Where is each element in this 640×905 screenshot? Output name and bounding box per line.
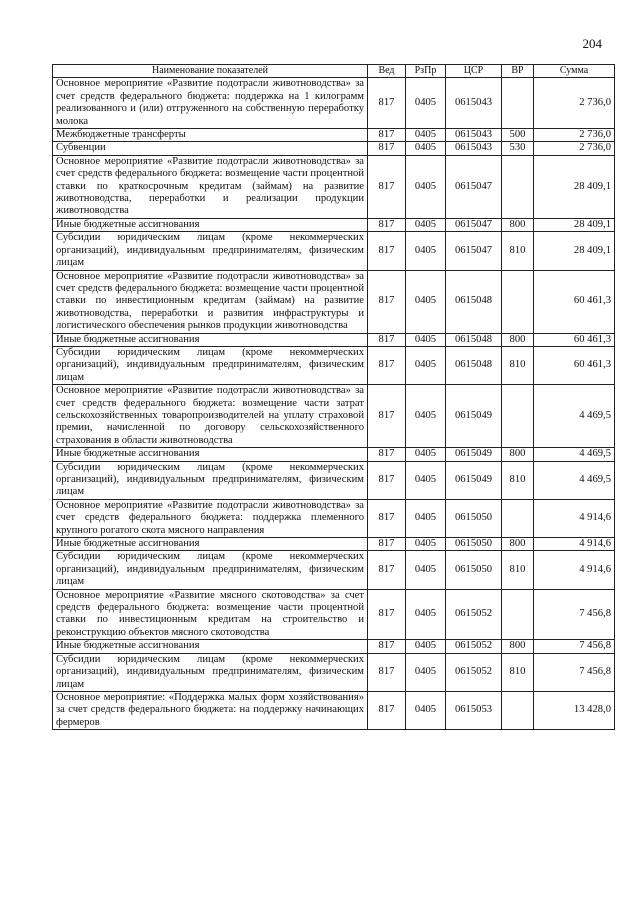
cell-sum: 4 914,6 xyxy=(534,499,615,537)
table-row xyxy=(53,218,615,231)
cell-csr: 0615048 xyxy=(446,270,502,333)
cell-ved: 817 xyxy=(368,461,406,499)
cell-rzpr: 0405 xyxy=(406,78,446,129)
cell-sum: 7 456,8 xyxy=(534,640,615,653)
cell-ved: 817 xyxy=(368,653,406,691)
cell-name: Субсидии юридическим лицам (кроме некоммерческих организаций), индивидуальным предпринимателям, физическим лицам xyxy=(53,346,368,384)
cell-name: Иные бюджетные ассигнования xyxy=(53,448,368,461)
table-row xyxy=(53,653,615,691)
cell-vr: 810 xyxy=(502,461,534,499)
cell-vr: 810 xyxy=(502,653,534,691)
cell-ved: 817 xyxy=(368,346,406,384)
budget-table xyxy=(52,64,615,730)
cell-sum: 7 456,8 xyxy=(534,653,615,691)
cell-ved: 817 xyxy=(368,589,406,640)
cell-ved: 817 xyxy=(368,129,406,142)
cell-name: Субсидии юридическим лицам (кроме некоммерческих организаций), индивидуальным предпринимателям, физическим лицам xyxy=(53,551,368,589)
cell-csr: 0615043 xyxy=(446,78,502,129)
cell-rzpr: 0405 xyxy=(406,640,446,653)
cell-ved: 817 xyxy=(368,640,406,653)
cell-ved: 817 xyxy=(368,448,406,461)
cell-name: Субсидии юридическим лицам (кроме некоммерческих организаций), индивидуальным предпринимателям, физическим лицам xyxy=(53,653,368,691)
cell-ved: 817 xyxy=(368,218,406,231)
cell-csr: 0615049 xyxy=(446,448,502,461)
cell-rzpr: 0405 xyxy=(406,142,446,155)
page-number: 204 xyxy=(582,36,602,51)
cell-sum: 13 428,0 xyxy=(534,691,615,729)
cell-vr: 530 xyxy=(502,142,534,155)
cell-name: Основное мероприятие: «Поддержка малых форм хозяйствования» за счет средств федерального бюджета: на поддержку начинающих фермеров xyxy=(53,691,368,729)
header-vr: ВР xyxy=(502,65,534,78)
cell-name: Субвенции xyxy=(53,142,368,155)
cell-csr: 0615049 xyxy=(446,385,502,448)
cell-vr xyxy=(502,589,534,640)
cell-rzpr: 0405 xyxy=(406,653,446,691)
cell-rzpr: 0405 xyxy=(406,499,446,537)
cell-ved: 817 xyxy=(368,538,406,551)
cell-rzpr: 0405 xyxy=(406,448,446,461)
cell-name: Субсидии юридическим лицам (кроме некоммерческих организаций), индивидуальным предпринимателям, физическим лицам xyxy=(53,232,368,270)
cell-sum: 4 469,5 xyxy=(534,461,615,499)
cell-ved: 817 xyxy=(368,232,406,270)
cell-rzpr: 0405 xyxy=(406,461,446,499)
table-row xyxy=(53,129,615,142)
cell-vr: 810 xyxy=(502,346,534,384)
cell-sum: 4 469,5 xyxy=(534,385,615,448)
cell-sum: 60 461,3 xyxy=(534,270,615,333)
cell-vr xyxy=(502,78,534,129)
cell-vr: 800 xyxy=(502,333,534,346)
cell-name: Межбюджетные трансферты xyxy=(53,129,368,142)
cell-csr: 0615048 xyxy=(446,333,502,346)
cell-sum: 28 409,1 xyxy=(534,155,615,218)
cell-rzpr: 0405 xyxy=(406,538,446,551)
table-row xyxy=(53,346,615,384)
cell-csr: 0615052 xyxy=(446,653,502,691)
cell-sum: 28 409,1 xyxy=(534,232,615,270)
cell-vr xyxy=(502,385,534,448)
table-row xyxy=(53,232,615,270)
cell-vr: 500 xyxy=(502,129,534,142)
cell-csr: 0615050 xyxy=(446,551,502,589)
cell-rzpr: 0405 xyxy=(406,333,446,346)
table-row xyxy=(53,551,615,589)
cell-sum: 2 736,0 xyxy=(534,129,615,142)
cell-name: Иные бюджетные ассигнования xyxy=(53,218,368,231)
cell-vr: 810 xyxy=(502,232,534,270)
cell-rzpr: 0405 xyxy=(406,155,446,218)
cell-name: Основное мероприятие «Развитие подотрасли животноводства» за счет средств федерального бюджета: возмещение части затрат сельскохозяйственных товаропроизводителей на уплату страховой премии, начисленной по договору сельскохозяйственного страхования в области животноводства xyxy=(53,385,368,448)
cell-csr: 0615050 xyxy=(446,538,502,551)
cell-name: Иные бюджетные ассигнования xyxy=(53,640,368,653)
cell-rzpr: 0405 xyxy=(406,385,446,448)
header-name: Наименование показателей xyxy=(53,65,368,78)
table-row xyxy=(53,589,615,640)
cell-vr xyxy=(502,691,534,729)
table-body xyxy=(53,78,615,730)
cell-csr: 0615047 xyxy=(446,218,502,231)
cell-ved: 817 xyxy=(368,142,406,155)
cell-csr: 0615048 xyxy=(446,346,502,384)
cell-vr: 800 xyxy=(502,448,534,461)
cell-name: Основное мероприятие «Развитие подотрасли животноводства» за счет средств федерального бюджета: возмещение части процентной ставки по краткосрочным кредитам (займам) на развитие животноводства, переработки и реализации продукции животноводства xyxy=(53,155,368,218)
cell-name: Основное мероприятие «Развитие подотрасли животноводства» за счет средств федерального бюджета: поддержка на 1 килограмм реализованного и (или) отгруженного на собственную переработку молока xyxy=(53,78,368,129)
cell-sum: 4 914,6 xyxy=(534,551,615,589)
cell-csr: 0615052 xyxy=(446,640,502,653)
cell-rzpr: 0405 xyxy=(406,232,446,270)
header-sum: Сумма xyxy=(534,65,615,78)
cell-ved: 817 xyxy=(368,551,406,589)
cell-ved: 817 xyxy=(368,270,406,333)
cell-csr: 0615043 xyxy=(446,129,502,142)
cell-name: Иные бюджетные ассигнования xyxy=(53,333,368,346)
cell-rzpr: 0405 xyxy=(406,551,446,589)
table-row xyxy=(53,499,615,537)
cell-sum: 2 736,0 xyxy=(534,78,615,129)
cell-sum: 28 409,1 xyxy=(534,218,615,231)
cell-rzpr: 0405 xyxy=(406,129,446,142)
header-rzpr: РзПр xyxy=(406,65,446,78)
cell-sum: 4 469,5 xyxy=(534,448,615,461)
cell-name: Основное мероприятие «Развитие подотрасли животноводства» за счет средств федерального бюджета: поддержка племенного крупного рогатого скота мясного направления xyxy=(53,499,368,537)
cell-vr xyxy=(502,270,534,333)
cell-rzpr: 0405 xyxy=(406,346,446,384)
table-row xyxy=(53,142,615,155)
cell-sum: 7 456,8 xyxy=(534,589,615,640)
cell-sum: 2 736,0 xyxy=(534,142,615,155)
table-row xyxy=(53,333,615,346)
table-header-row xyxy=(53,65,615,78)
cell-csr: 0615043 xyxy=(446,142,502,155)
cell-name: Основное мероприятие «Развитие мясного скотоводства» за счет средств федерального бюджета: возмещение части процентной ставки по инвестиционным кредитам на строительство и реконструкцию объектов мясного скотоводства xyxy=(53,589,368,640)
cell-rzpr: 0405 xyxy=(406,589,446,640)
cell-csr: 0615052 xyxy=(446,589,502,640)
table-row xyxy=(53,270,615,333)
cell-vr: 800 xyxy=(502,640,534,653)
cell-csr: 0615050 xyxy=(446,499,502,537)
cell-ved: 817 xyxy=(368,691,406,729)
cell-sum: 4 914,6 xyxy=(534,538,615,551)
cell-rzpr: 0405 xyxy=(406,270,446,333)
table-row xyxy=(53,385,615,448)
table-row xyxy=(53,155,615,218)
cell-sum: 60 461,3 xyxy=(534,333,615,346)
cell-ved: 817 xyxy=(368,499,406,537)
header-ved: Вед xyxy=(368,65,406,78)
header-csr: ЦСР xyxy=(446,65,502,78)
cell-name: Субсидии юридическим лицам (кроме некоммерческих организаций), индивидуальным предпринимателям, физическим лицам xyxy=(53,461,368,499)
cell-vr: 800 xyxy=(502,538,534,551)
cell-name: Основное мероприятие «Развитие подотрасли животноводства» за счет средств федерального бюджета: возмещение части процентной ставки по инвестиционным кредитам (займам) на развитие животноводства, переработки и развития инфраструктуры и логистического обеспечения рынков продукции животноводства xyxy=(53,270,368,333)
cell-vr xyxy=(502,499,534,537)
cell-ved: 817 xyxy=(368,333,406,346)
cell-csr: 0615049 xyxy=(446,461,502,499)
cell-ved: 817 xyxy=(368,385,406,448)
cell-csr: 0615047 xyxy=(446,155,502,218)
cell-csr: 0615053 xyxy=(446,691,502,729)
table-row xyxy=(53,461,615,499)
cell-ved: 817 xyxy=(368,155,406,218)
table-row xyxy=(53,691,615,729)
table-row xyxy=(53,640,615,653)
cell-vr: 800 xyxy=(502,218,534,231)
cell-name: Иные бюджетные ассигнования xyxy=(53,538,368,551)
cell-ved: 817 xyxy=(368,78,406,129)
cell-csr: 0615047 xyxy=(446,232,502,270)
cell-vr: 810 xyxy=(502,551,534,589)
table-row xyxy=(53,538,615,551)
cell-rzpr: 0405 xyxy=(406,218,446,231)
table-row xyxy=(53,78,615,129)
cell-sum: 60 461,3 xyxy=(534,346,615,384)
cell-vr xyxy=(502,155,534,218)
table-row xyxy=(53,448,615,461)
cell-rzpr: 0405 xyxy=(406,691,446,729)
